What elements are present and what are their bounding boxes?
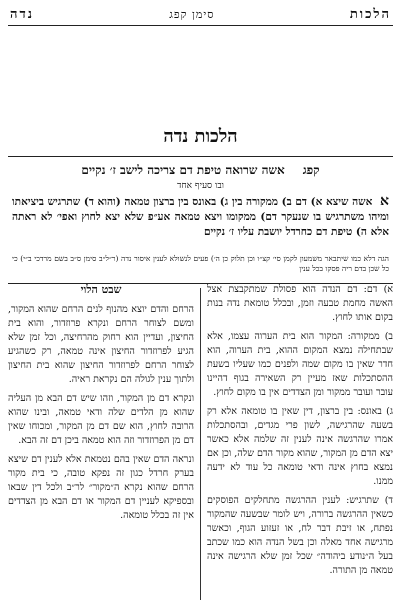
right-paragraph: ד) שתרגיש: לענין ההרגשה מתחלקים הפוסקים כשאין ההרגשה ברורה, ויש לומר שבשעה שהמקור נפתח, או זיבת דבר לח, או זעזוע הגוף, וכאשר מרגישה אחד מאלה וכן בשל הנדה הוא כמו שכתב בעל ה״נודע ביהודה״ שכל זמן שלא הרגישה אינה טמאה מן התורה. <box>207 495 393 576</box>
section-title: הלכות נדה <box>163 126 238 147</box>
siman-title: אשה שרואה טיפת דם צריכה לישב ז׳ נקיים <box>81 162 285 177</box>
left-commentary-column <box>8 283 194 598</box>
header-left-text: נדה <box>10 7 34 22</box>
main-text-body: אשה שיצא א) דם ב) ממקורה בין ג) באונס בין ברצון טמאה (והוא ד) שתרגיש ביציאתו ומיהו משתרגיש בו שנעקר דם) ממקומו ויצא טמאה אע״פ שלא יצא לחוץ ואפי׳ לא ראתה אלא ה) טיפת דם כחרדל יושבת עליו ז׳ נקיים <box>12 196 389 238</box>
gloss-note: הגה דלא כמו שיתבאר משמעון לקמן סי׳ קצ״ו וכן תלוק כן ה׳) פעים לנשולא לענין איסור נדה (ר״ל״ב סימן ס״ב בשם מרדכי ב״י) כי כל שכן בדם ריה פסקו בכל ענין <box>12 254 389 273</box>
right-paragraph: ג) באונס: בין ברצון, דין שאין בו טומאה אלא רק בשעה שהרגישה, לשון פרי מגדים, ובהסתכלות אמרו שהרגשה אינה לענין זה שלמה אלא כאשר יצא הדם מן המקור, שהוא מקור הדם שלה, וכן אם נמצא בחוץ אינה ודאי טומאה כל עוד לא ידעה ממנו. <box>207 406 393 487</box>
column-divider <box>200 288 201 600</box>
seif-letter: א <box>380 193 389 209</box>
running-header <box>10 6 391 22</box>
main-text <box>12 194 389 240</box>
right-paragraph: ב) ממקורה: המקור הוא בית הערוה עצמו, אלא שבתחילה נמצא המקום ההוא, בית הערוה, הוא חדר שאין בו מקום שמה ולפנים כמו שעליו בשעת ההסתכלות שאז מעיין רק השאירה בגוף דהיינו עובר ועובר ממקור ומן הצדדים אין בו מקום לחוץ. <box>207 331 393 398</box>
title-rule <box>8 156 393 157</box>
left-paragraph: ונראה הדם שאין בהם נטמאת אלא לענין דם שיצא בערק חרדל כגון זה נפקא טובה, כי בית מקור הרחם שהוא נקרא ה״מקור״ לר״ב ולכל דין שבאו ובספיקא לעניין דם המקור או דם הבא מן הצדדים אין זה בכלל טומאה. <box>8 454 194 521</box>
header-right-text: הלכות <box>349 7 391 22</box>
siman-heading <box>30 162 371 178</box>
siman-number: קפג <box>302 162 320 177</box>
header-rule <box>8 25 393 26</box>
left-paragraph: ונקרא דם מן המקור, וזהו שיש דם הבא מן העליה שהוא מן הלדים שלה ודאי טמאה, ובינו שהוא הרובה לחוץ, הוא שם דם מן המקור, ומכוחו שאין דם מן הפרוזדור וזה הוא טמאה ביכן דם זה הבא. <box>8 393 194 446</box>
siman-subtitle: ובו סעיף אחד <box>177 181 224 191</box>
left-paragraph: הרחם והדם יוצא מהנוף לנים הרחם שהוא המקור, ומשם לצוחר הרחם ונקרא פרוזדור, והוא בית החיצון, ועדיין הוא רחוק מהרחיצה, וכל זמן שלא הגיע לפרוזדור החיצון אינה טמאה, רק כשהגיע לצוחר הרחם לפרוזדור החיצון שהוא בית החיצון ולתוך ענין לגולה הם נקראת ראיה. <box>8 304 194 385</box>
commentary-title: שבט הלוי <box>80 283 122 296</box>
right-commentary-column <box>207 283 393 598</box>
right-paragraph: א) דם: דם הנדה הוא פסולת שמתקבצת אצל האשה מחמת טבעה וזמן, ובכלל טומאת נדה בנות בקום אותו לחוץ. <box>207 284 393 323</box>
header-siman: סימן קפג <box>169 7 215 21</box>
